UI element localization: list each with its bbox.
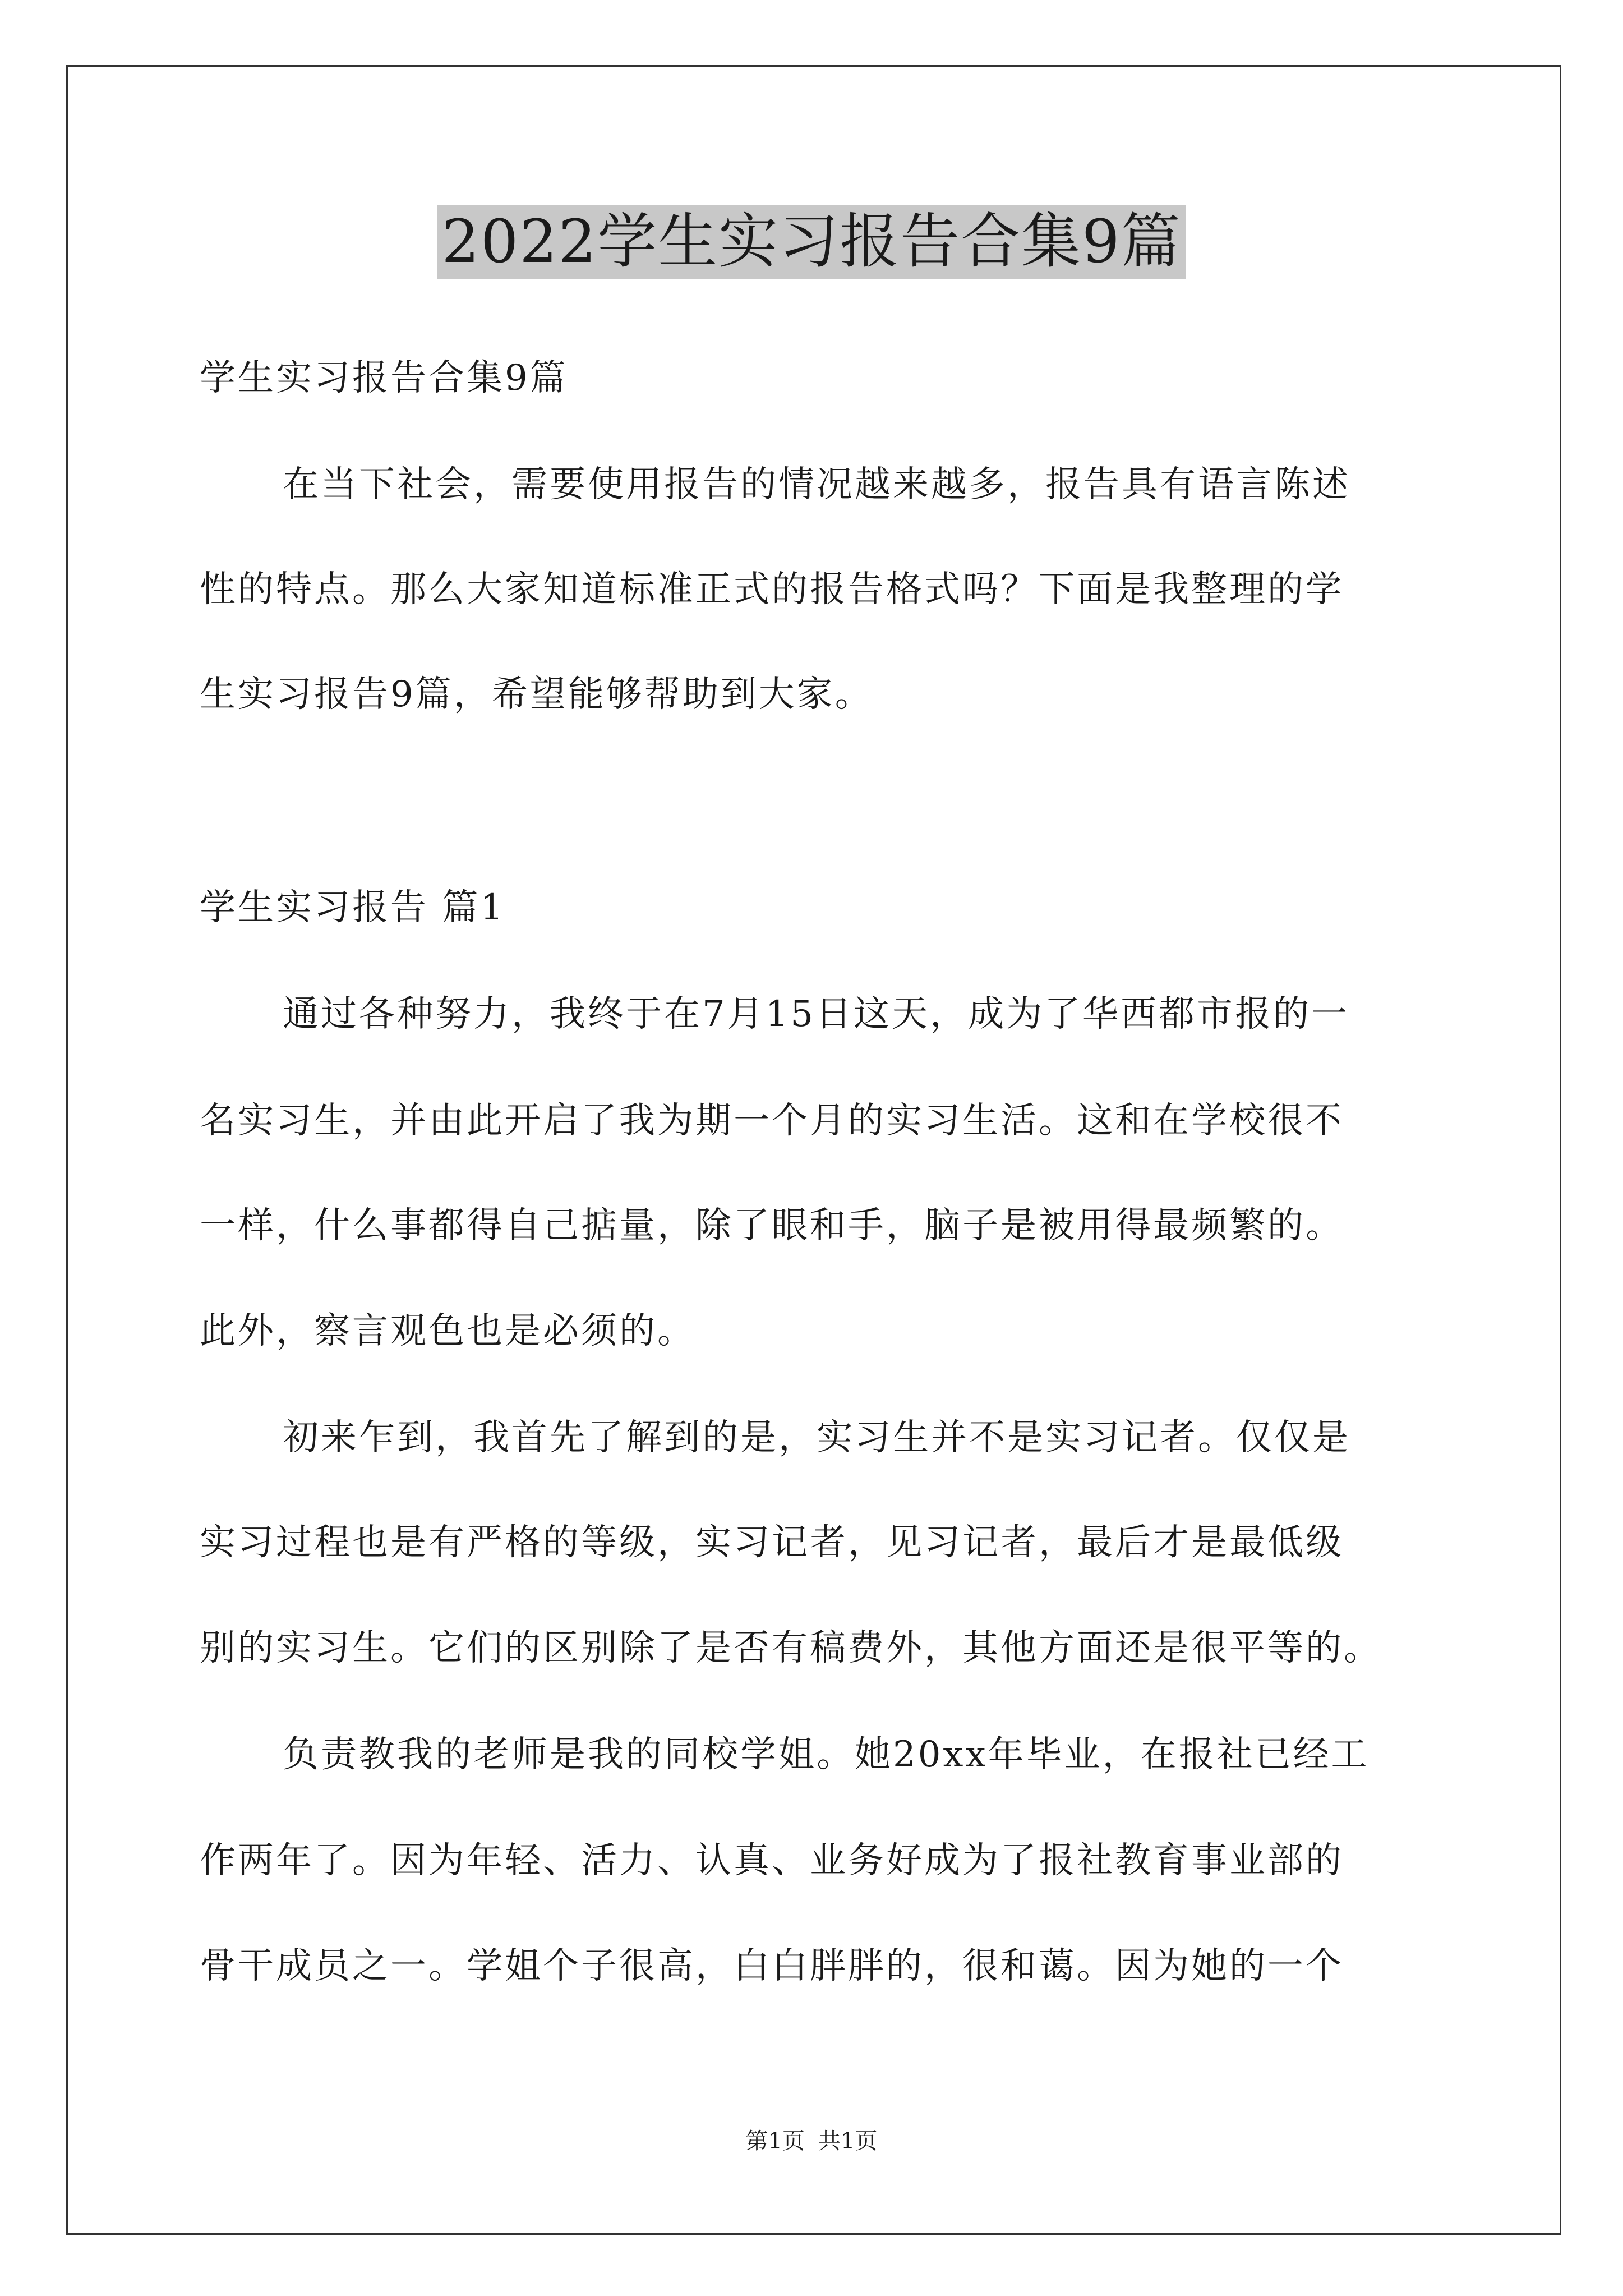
paragraph-line: 作两年了。因为年轻、活力、认真、业务好成为了报社教育事业部的 bbox=[200, 1840, 1344, 1881]
intro-line-3: 生实习报告9篇，希望能够帮助到大家。 bbox=[200, 674, 873, 715]
paragraph-line: 负责教我的老师是我的同校学姐。她20xx年毕业，在报社已经工 bbox=[283, 1734, 1370, 1775]
paragraph-line: 一样，什么事都得自己掂量，除了眼和手，脑子是被用得最频繁的。 bbox=[200, 1205, 1344, 1246]
paragraph-line: 实习过程也是有严格的等级，实习记者，见习记者，最后才是最低级 bbox=[200, 1522, 1344, 1563]
paragraph-line: 初来乍到，我首先了解到的是，实习生并不是实习记者。仅仅是 bbox=[283, 1417, 1350, 1458]
page-footer bbox=[0, 2127, 1623, 2155]
intro-line-1: 在当下社会，需要使用报告的情况越来越多，报告具有语言陈述 bbox=[283, 464, 1350, 505]
paragraph-line: 骨干成员之一。学姐个子很高，白白胖胖的，很和蔼。因为她的一个 bbox=[200, 1945, 1344, 1987]
paragraph-line: 别的实习生。它们的区别除了是否有稿费外，其他方面还是很平等的。 bbox=[200, 1627, 1382, 1669]
paragraph-line: 名实习生，并由此开启了我为期一个月的实习生活。这和在学校很不 bbox=[200, 1100, 1344, 1142]
document-subtitle: 学生实习报告合集9篇 bbox=[200, 357, 568, 399]
document-title: 2022学生实习报告合集9篇 bbox=[437, 205, 1186, 279]
paragraph-line: 此外，察言观色也是必须的。 bbox=[200, 1310, 695, 1352]
title-container bbox=[0, 205, 1623, 279]
section-heading: 学生实习报告 篇1 bbox=[200, 887, 506, 928]
page-number: 第1页 bbox=[745, 2128, 805, 2154]
intro-line-2: 性的特点。那么大家知道标准正式的报告格式吗？下面是我整理的学 bbox=[200, 569, 1344, 610]
paragraph-line: 通过各种努力，我终于在7月15日这天，成为了华西都市报的一 bbox=[283, 993, 1350, 1035]
page-total: 共1页 bbox=[818, 2128, 878, 2154]
